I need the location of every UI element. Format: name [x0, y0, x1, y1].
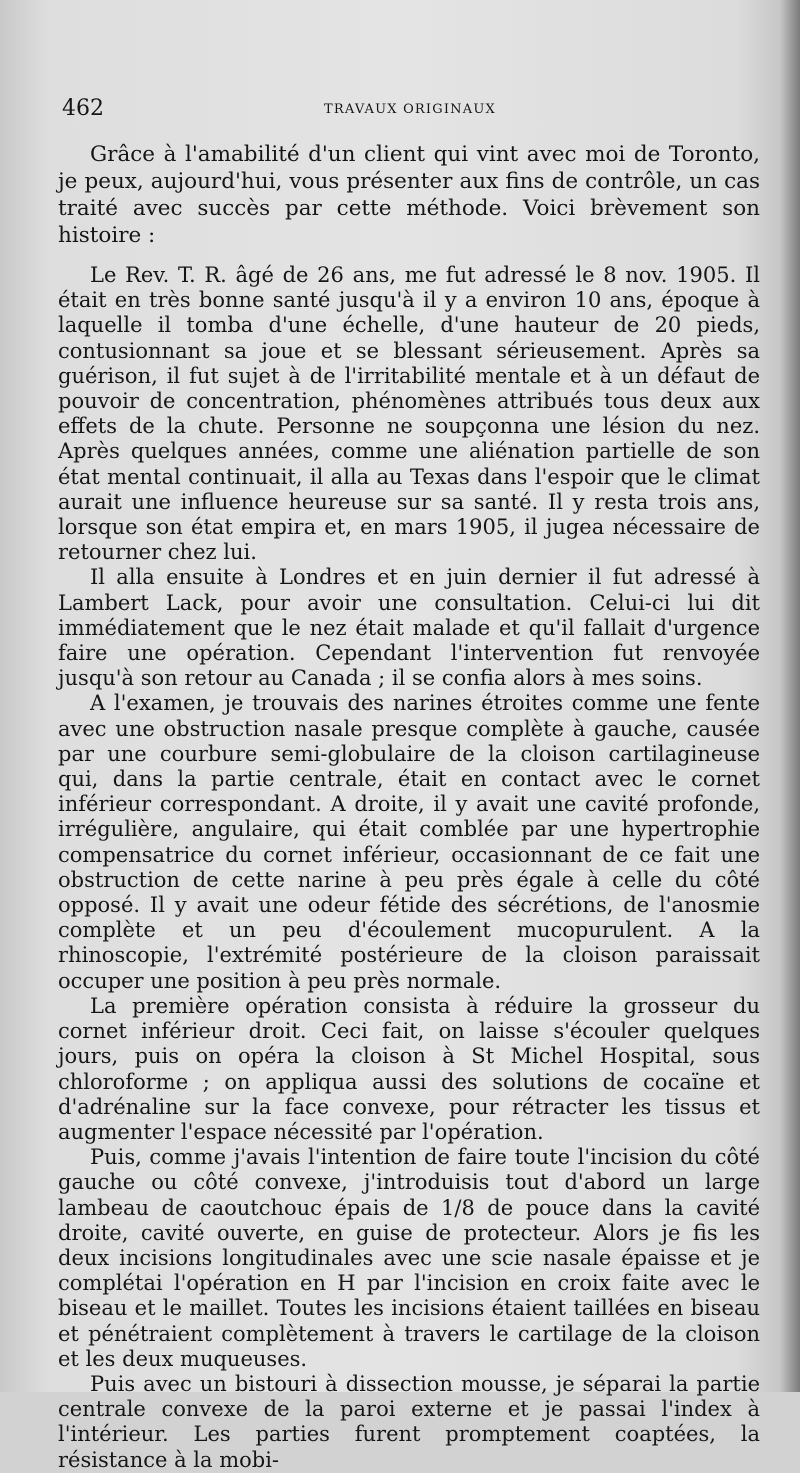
body-text: [58, 141, 760, 1473]
running-title: TRAVAUX ORIGINAUX: [324, 102, 496, 117]
paragraph-intro: Grâce à l'amabilité d'un client qui vint avec moi de Toronto, je peux, aujourd'hui, vous présenter aux fins de contrôle, un cas traité avec succès par cette méthode. Voici brèvement son histoire :: [58, 142, 760, 248]
page-number: 462: [62, 96, 104, 121]
paragraph-first-operation: La première opération consista à réduire la grosseur du cornet inférieur droit. Ceci fait, on laisse s'écouler quelques jours, puis on opéra la cloison à St Michel Hospital, sous chloroforme ; on appliqua aussi des solutions de cocaïne et d'adrénaline sur la face convexe, pour rétracter les tissus et augmenter l'espace nécessité par l'opération.: [58, 993, 760, 1144]
page-edge-shadow: [780, 0, 800, 1392]
paragraph-dissection: Puis avec un bistouri à dissection mousse, je séparai la partie centrale convexe de la paroi externe et je passai l'index à l'intérieur. Les parties furent promptement coaptées, la résistance à la mobi-: [58, 1371, 760, 1472]
page-header: [60, 94, 760, 124]
paragraph-case-history: Le Rev. T. R. âgé de 26 ans, me fut adressé le 8 nov. 1905. Il était en très bonne santé jusqu'à il y a environ 10 ans, époque à laquelle il tomba d'une échelle, d'une hauteur de 20 pieds, contusionnant sa joue et se blessant sérieusement. Après sa guérison, il fut sujet à de l'irritabilité mentale et à un défaut de pouvoir de concentration, phénomènes attribués tous deux aux effets de la chute. Personne ne soupçonna une lésion du nez. Après quelques années, comme une aliénation partielle de son état mental continuait, il alla au Texas dans l'espoir que le climat aurait une influence heureuse sur sa santé. Il y resta trois ans, lorsque son état empira et, en mars 1905, il jugea nécessaire de retourner chez lui.: [58, 263, 760, 565]
paragraph-incisions: Puis, comme j'avais l'intention de faire toute l'incision du côté gauche ou côté convexe, j'introduisis tout d'abord un large lambeau de caoutchouc épais de 1/8 de pouce dans la cavité droite, cavité ouverte, en guise de protecteur. Alors je fis les deux incisions longitudinales avec une scie nasale épaisse et je complétai l'opération en H par l'incision en croix faite avec le biseau et le maillet. Toutes les incisions étaient taillées en biseau et pénétraient complètement à travers le cartilage de la cloison et les deux muqueuses.: [58, 1145, 760, 1371]
paragraph-london-consultation: Il alla ensuite à Londres et en juin dernier il fut adressé à Lambert Lack, pour avoir une consultation. Celui-ci lui dit immédiatement que le nez était malade et qu'il fallait d'urgence faire une opération. Cependant l'intervention fut renvoyée jusqu'à son retour au Canada ; il se confia alors à mes soins.: [58, 565, 760, 691]
paragraph-examination: A l'examen, je trouvais des narines étroites comme une fente avec une obstruction nasale presque complète à gauche, causée par une courbure semi-globulaire de la cloison cartilagineuse qui, dans la partie centrale, était en contact avec le cornet inférieur correspondant. A droite, il y avait une cavité profonde, irrégulière, angulaire, qui était comblée par une hypertrophie compensatrice du cornet inférieur, occasionnant de ce fait une obstruction de cette narine à peu près égale à celle du côté opposé. Il y avait une odeur fétide des sécrétions, de l'anosmie complète et un peu d'écoulement mucopurulent. A la rhinoscopie, l'extrémité postérieure de la cloison paraissait occuper une position à peu près normale.: [58, 691, 760, 993]
